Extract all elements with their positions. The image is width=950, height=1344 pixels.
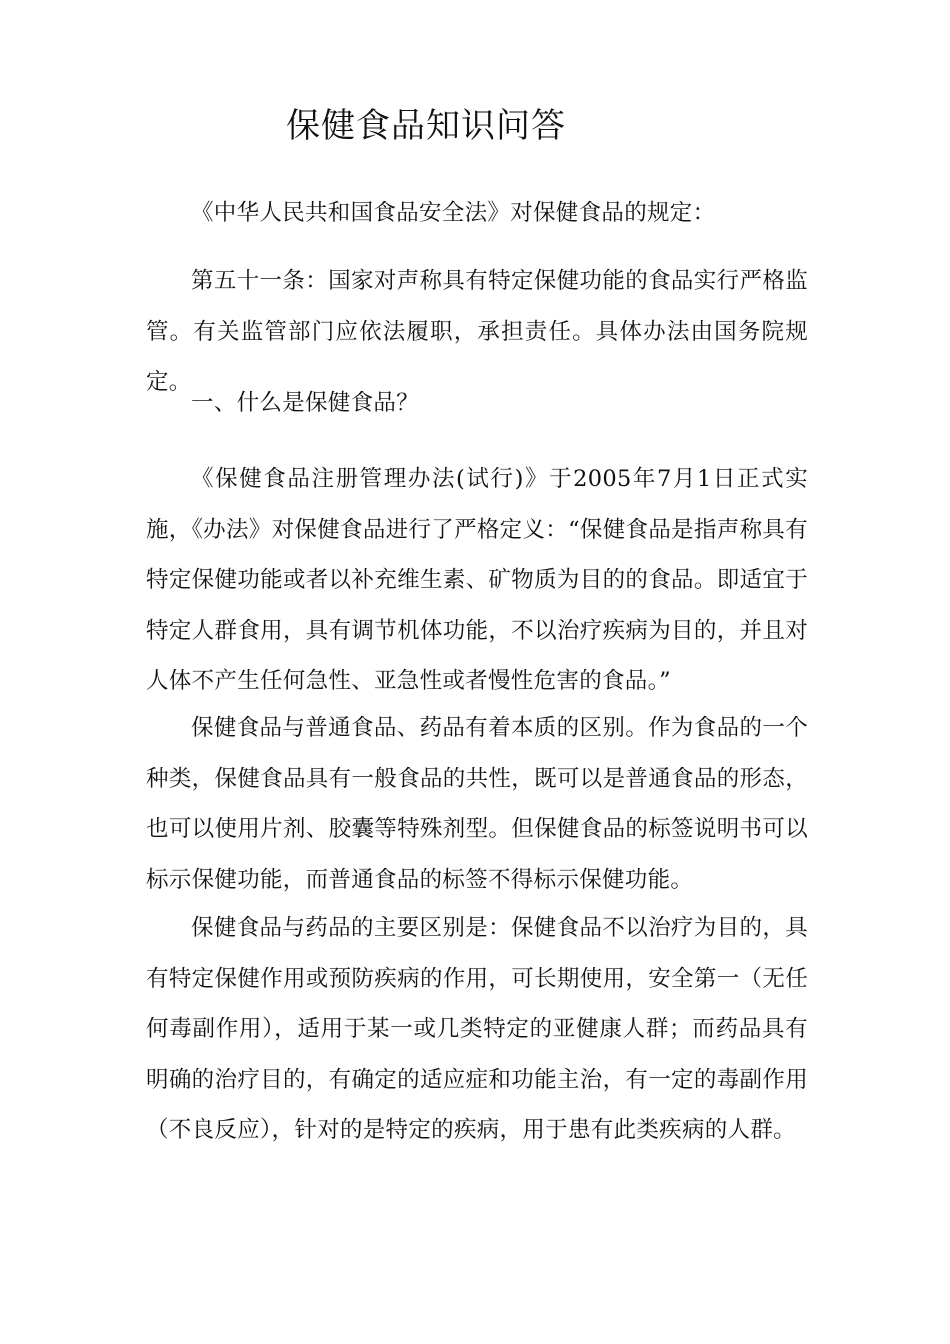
paragraph-difference-medicine: 保健食品与药品的主要区别是：保健食品不以治疗为目的，具有特定保健作用或预防疾病的作用，可长期使用，安全第一（无任何毒副作用），适用于某一或几类特定的亚健康人群；而药品具有明确的治疗目的，有确定的适应症和功能主治，有一定的毒副作用（不良反应），针对的是特定的疾病，用于患有此类疾病的人群。 [146, 915, 808, 1143]
paragraph-article-51: 第五十一条：国家对声称具有特定保健功能的食品实行严格监管。有关监管部门应依法履职，承担责任。具体办法由国务院规定。 [146, 268, 808, 395]
paragraph-food-safety-law: 《中华人民共和国食品安全法》对保健食品的规定： [191, 200, 716, 226]
paragraph-definition: 《保健食品注册管理办法(试行)》于2005年7月1日正式实施，《办法》对保健食品进行了严格定义：“保健食品是指声称具有特定保健功能或者以补充维生素、矿物质为目的的食品。即适宜于特定人群食用，具有调节机体功能，不以治疗疾病为目的，并且对人体不产生任何急性、亚急性或者慢性危害的食品。” [146, 466, 808, 694]
paragraph-difference-food: 保健食品与普通食品、药品有着本质的区别。作为食品的一个种类，保健食品具有一般食品的共性，既可以是普通食品的形态，也可以使用片剂、胶囊等特殊剂型。但保健食品的标签说明书可以标示保健功能，而普通食品的标签不得标示保健功能。 [146, 715, 808, 893]
document-title: 保健食品知识问答 [286, 106, 566, 146]
question-heading-1: 一、什么是保健食品？ [191, 390, 420, 416]
